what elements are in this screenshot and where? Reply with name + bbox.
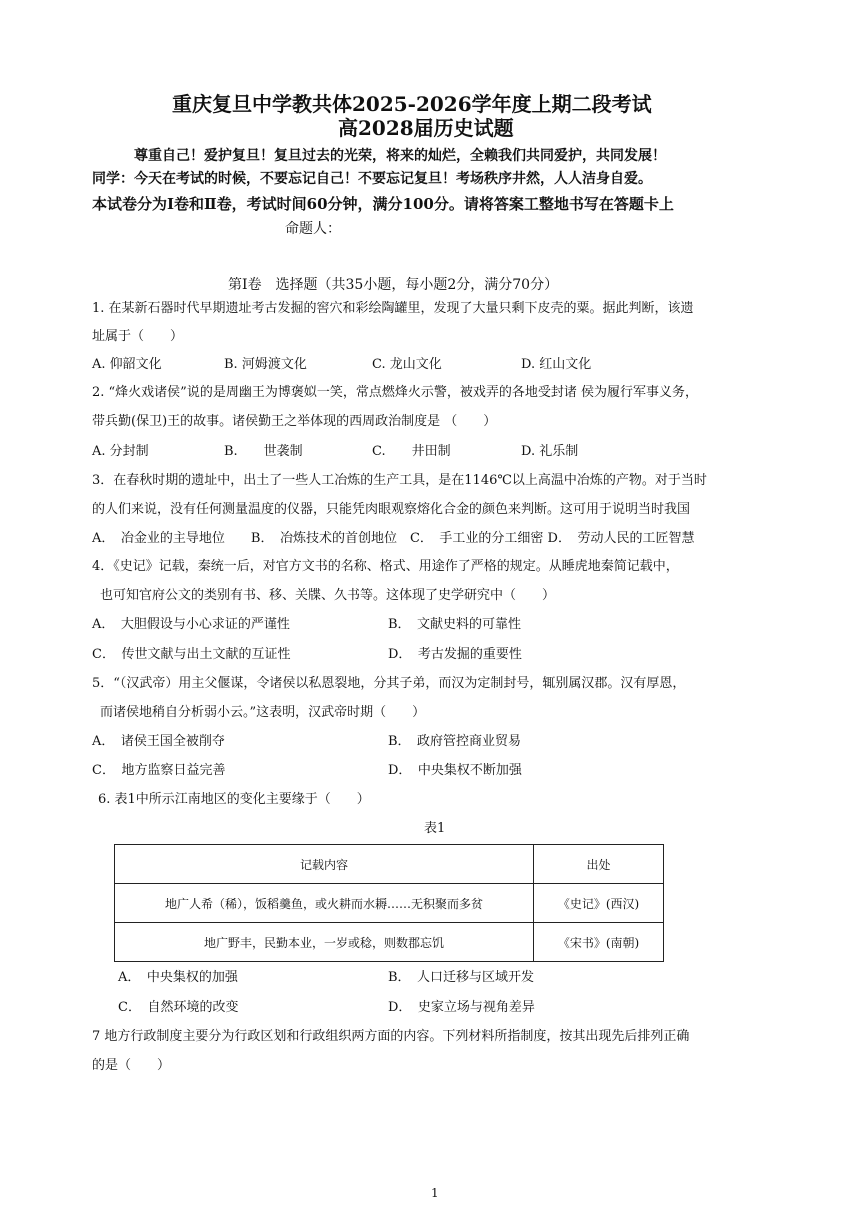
table-row [115, 923, 664, 962]
school-motto-line2: 同学：今天在考试的时候，不要忘记自己！不要忘记复旦！考场秩序井然，人人洁身自爱。 [92, 171, 652, 187]
exam-instructions: 本试卷分为Ⅰ卷和Ⅱ卷，考试时间60分钟，满分100分。请将答案工整地书写在答题卡上 [92, 195, 674, 213]
exam-title-line2: 高2028届历史试题 [338, 116, 514, 140]
table-cell-content: 地广野丰，民勤本业，一岁或稔，则数郡忘饥 [115, 923, 534, 962]
q6-option-b: B． 人口迁移与区域开发 [388, 970, 535, 985]
q2-option-c: C. 井田制 [372, 444, 451, 459]
q5-option-d: D． 中央集权不断加强 [388, 763, 522, 778]
q6-option-a: A． 中央集权的加强 [118, 970, 238, 985]
q1-option-c: C. 龙山文化 [372, 357, 442, 372]
page-number: 1 [431, 1186, 439, 1200]
table-cell-content: 地广人希（稀），饭稻羹鱼，或火耕而水耨……无积聚而多贫 [115, 884, 534, 923]
table-header-source: 出处 [534, 845, 664, 884]
q4-option-d: D． 考古发掘的重要性 [388, 647, 522, 662]
q1-option-b: B. 河姆渡文化 [224, 357, 307, 372]
table-header-content: 记载内容 [115, 845, 534, 884]
q3-stem-line2: 的人们来说，没有任何测量温度的仪器，只能凭肉眼观察熔化合金的颜色来判断。这可用于说明当时我国 [92, 502, 691, 517]
q1-option-d: D. 红山文化 [521, 357, 592, 372]
q3-options: A． 冶金业的主导地位 B． 冶炼技术的首创地位 C． 手工业的分工细密 D． 劳动人民的工匠智慧 [92, 531, 695, 546]
q4-stem-line1: 4．《史记》记载，秦统一后，对官方文书的名称、格式、用途作了严格的规定。从睡虎地秦简记载中， [92, 559, 679, 574]
q7-stem-line2: 的是（ ） [92, 1058, 171, 1073]
q5-option-a: A． 诸侯王国全被削夺 [92, 734, 225, 749]
table-cell-source: 《史记》(西汉) [534, 884, 664, 923]
table-caption: 表1 [424, 821, 446, 836]
q5-stem-line1: 5．“（汉武帝）用主父偃谋，令诸侯以私恩裂地，分其子弟，而汉为定制封号，辄别属汉郡。汉有厚恩， [92, 676, 686, 691]
q5-option-b: B． 政府管控商业贸易 [388, 734, 522, 749]
q6-option-d: D． 史家立场与视角差异 [388, 1000, 535, 1015]
q2-stem-line2: 带兵勤(保卫)王的故事。诸侯勤王之举体现的西周政治制度是 （ ） [92, 414, 497, 429]
table-row [115, 884, 664, 923]
records-table [114, 844, 664, 962]
q2-option-a: A. 分封制 [92, 444, 149, 459]
q2-option-d: D. 礼乐制 [521, 444, 579, 459]
table-cell-source: 《宋书》(南朝) [534, 923, 664, 962]
q3-stem-line1: 3．在春秋时期的遗址中，出土了一些人工冶炼的生产工具，是在1146℃以上高温中冶炼的产物。对于当时 [92, 473, 707, 488]
q7-stem-line1: 7 地方行政制度主要分为行政区划和行政组织两方面的内容。下列材料所指制度，按其出现先后排列正确 [92, 1029, 690, 1044]
q2-stem-line1: 2. “烽火戏诸侯”说的是周幽王为博褒姒一笑，常点燃烽火示警，被戏弄的各地受封诸 侯为履行军事义务， [92, 385, 698, 400]
q4-stem-line2: 也可知官府公文的类别有书、移、关牒、久书等。这体现了史学研究中（ ） [100, 588, 556, 603]
q4-option-b: B． 文献史料的可靠性 [388, 617, 522, 632]
section-title: 第Ⅰ卷 选择题（共35小题，每小题2分，满分70分） [228, 277, 559, 293]
exam-title-line1: 重庆复旦中学教共体2025-2026学年度上期二段考试 [172, 92, 652, 116]
q6-option-c: C． 自然环境的改变 [118, 1000, 239, 1015]
q1-stem-line2: 址属于（ ） [92, 329, 184, 344]
q6-stem: 6. 表1中所示江南地区的变化主要缘于（ ） [98, 792, 370, 807]
q4-option-c: C． 传世文献与出土文献的互证性 [92, 647, 291, 662]
q4-option-a: A． 大胆假设与小心求证的严谨性 [92, 617, 290, 632]
table-header-row [115, 845, 664, 884]
question-author: 命题人： [285, 221, 341, 237]
school-motto-line1: 尊重自己！爱护复旦！复旦过去的光荣，将来的灿烂，全赖我们共同爱护，共同发展！ [134, 148, 666, 164]
q5-stem-line2: 而诸侯地稍自分析弱小云。”这表明，汉武帝时期（ ） [100, 705, 426, 720]
q2-option-b: B. 世袭制 [224, 444, 303, 459]
q1-option-a: A. 仰韶文化 [92, 357, 162, 372]
q5-option-c: C． 地方监察日益完善 [92, 763, 226, 778]
q1-stem-line1: 1. 在某新石器时代早期遗址考古发掘的窖穴和彩绘陶罐里，发现了大量只剩下皮壳的粟。据此判断，该遗 [92, 301, 694, 316]
